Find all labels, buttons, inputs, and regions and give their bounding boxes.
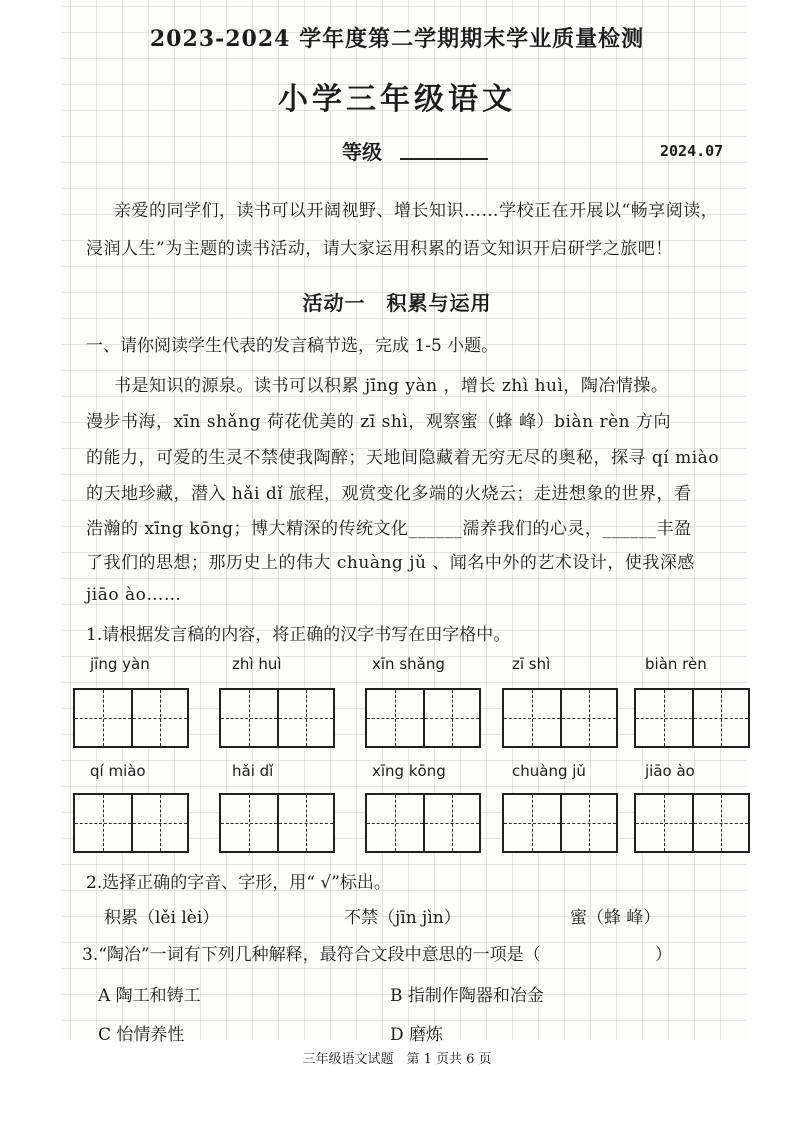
q2-option-2[interactable]: 不禁（jīn jìn） — [344, 908, 461, 928]
passage-line-5: 浩瀚的 xīng kōng；博大精深的传统文化______濡养我们的心灵，______丰盈 — [86, 519, 692, 539]
q2-prompt: 2.选择正确的字音、字形，用“ √”标出。 — [86, 873, 391, 893]
tianzige-box[interactable] — [73, 793, 189, 853]
tianzige-box[interactable] — [365, 688, 481, 748]
exam-title: 2023-2024 学年度第二学期期末学业质量检测 — [149, 26, 645, 52]
tianzige-box[interactable] — [502, 793, 618, 853]
pinyin-label: zhì huì — [232, 655, 282, 673]
intro-line-1: 亲爱的同学们，读书可以开阔视野、增长知识……学校正在开展以“畅享阅读， — [114, 201, 719, 221]
q2-option-3[interactable]: 蜜（蜂 峰） — [570, 908, 661, 928]
page-footer: 三年级语文试题 第 1 页共 6 页 — [302, 1052, 492, 1067]
pinyin-label: chuàng jǔ — [512, 762, 586, 780]
passage-line-4: 的天地珍藏，潜入 hǎi dǐ 旅程，观赏变化多端的火烧云；走进想象的世界，看 — [86, 484, 692, 504]
tianzige-box[interactable] — [502, 688, 618, 748]
pinyin-label: xīng kōng — [372, 762, 446, 780]
activity-title: 活动一 积累与运用 — [302, 291, 492, 315]
tianzige-box[interactable] — [219, 688, 335, 748]
page-margin-right — [746, 0, 794, 1124]
q1-prompt: 1.请根据发言稿的内容，将正确的汉字书写在田字格中。 — [86, 625, 511, 645]
q3-close-paren: ） — [655, 945, 672, 965]
q3-choice-a[interactable]: A 陶工和铸工 — [98, 986, 201, 1006]
q3-prompt: 3.“陶冶”一词有下列几种解释，最符合文段中意思的一项是（ — [82, 945, 541, 965]
grade-blank[interactable] — [400, 158, 488, 160]
passage-line-7: jiāo ào…… — [86, 585, 182, 605]
q3-choice-d[interactable]: D 磨炼 — [390, 1025, 444, 1045]
pinyin-label: jīng yàn — [90, 655, 150, 673]
q2-option-1[interactable]: 积累（lěi lèi） — [104, 908, 220, 928]
passage-line-1: 书是知识的源泉。读书可以积累 jīng yàn ，增长 zhì huì，陶冶情操。 — [114, 376, 669, 396]
subject-title: 小学三年级语文 — [278, 82, 516, 117]
tianzige-box[interactable] — [634, 793, 750, 853]
pinyin-label: biàn rèn — [645, 655, 707, 673]
pinyin-label: jiāo ào — [645, 762, 695, 780]
q3-choice-c[interactable]: C 怡情养性 — [98, 1025, 185, 1045]
section-one-title: 一、请你阅读学生代表的发言稿节选，完成 1-5 小题。 — [86, 336, 499, 356]
exam-date: 2024.07 — [660, 142, 724, 160]
tianzige-box[interactable] — [365, 793, 481, 853]
q3-choice-b[interactable]: B 指制作陶器和冶金 — [390, 986, 544, 1006]
page-margin-left — [0, 0, 62, 1124]
grade-label: 等级 — [342, 140, 382, 164]
passage-line-2: 漫步书海，xīn shǎng 荷花优美的 zī shì，观察蜜（蜂 峰）biàn rèn 方向 — [86, 412, 671, 432]
pinyin-label: qí miào — [90, 762, 146, 780]
tianzige-box[interactable] — [634, 688, 750, 748]
pinyin-label: zī shì — [512, 655, 551, 673]
passage-line-3: 的能力，可爱的生灵不禁使我陶醉；天地间隐藏着无穷无尽的奥秘，探寻 qí miào — [86, 448, 720, 468]
tianzige-box[interactable] — [73, 688, 189, 748]
tianzige-box[interactable] — [219, 793, 335, 853]
intro-line-2: 浸润人生”为主题的读书活动，请大家运用积累的语文知识开启研学之旅吧！ — [86, 239, 673, 259]
pinyin-label: hǎi dǐ — [232, 762, 274, 780]
pinyin-label: xīn shǎng — [372, 655, 445, 673]
passage-line-6: 了我们的思想；那历史上的伟大 chuàng jǔ 、闻名中外的艺术设计，使我深感 — [86, 553, 695, 573]
